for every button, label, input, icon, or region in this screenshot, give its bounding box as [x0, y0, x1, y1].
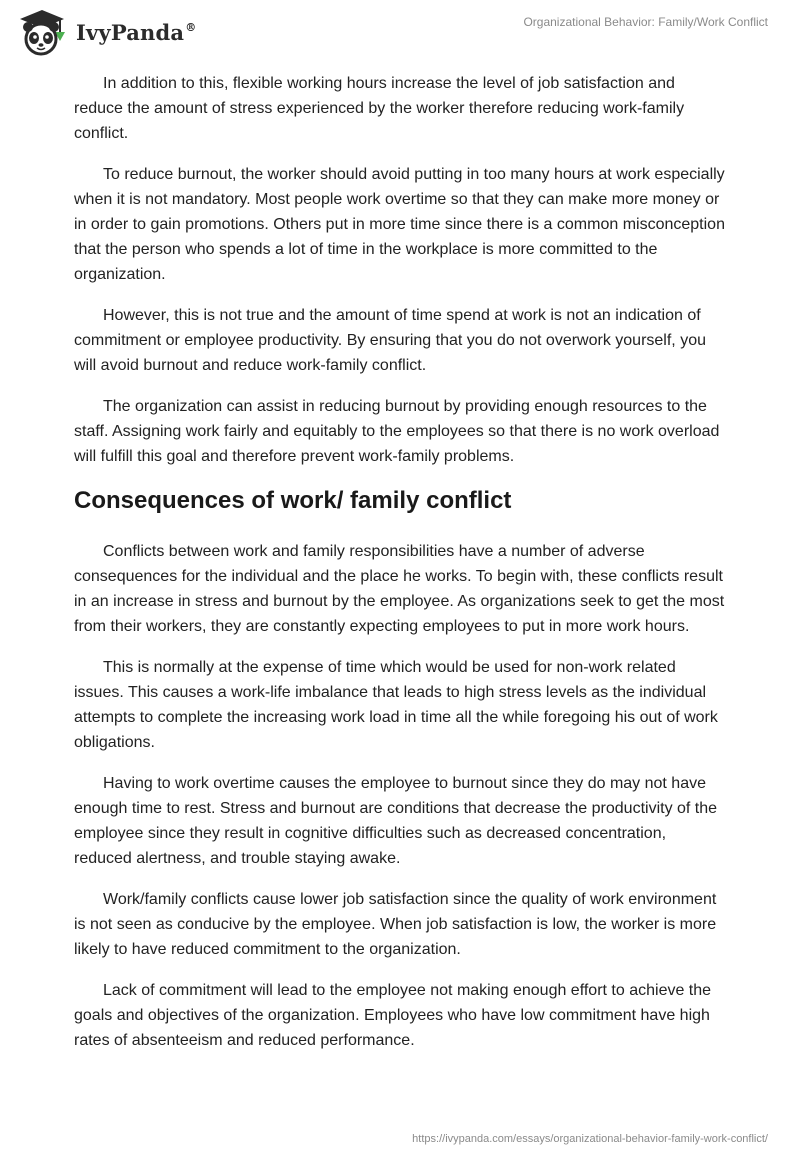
page-header — [0, 0, 800, 62]
paragraph: Work/family conflicts cause lower job satisfaction since the quality of work environment is not seen as conducive by the employee. When job satisfaction is low, the worker is more likely to have reduced commitment to the organization. — [74, 891, 717, 958]
logo-text: IvyPanda — [76, 19, 185, 45]
paragraph: In addition to this, flexible working hours increase the level of job satisfaction and reduce the amount of stress experienced by the worker therefore reducing work-family conflict. — [74, 75, 685, 142]
document-title: Organizational Behavior: Family/Work Conflict — [523, 15, 768, 29]
paragraph: The organization can assist in reducing burnout by providing enough resources to the staff. Assigning work fairly and equitably to the employees so that there is no work overload will fulfill this goal and therefore prevent work-family problems. — [74, 398, 720, 465]
paragraph: To reduce burnout, the worker should avoid putting in too many hours at work especially when it is not mandatory. Most people work overtime so that they can make more money or in order to gain promotions. Others put in more time since there is a common misconception that the person who spends a lot of time in the workplace is more committed to the organization. — [74, 166, 725, 283]
paragraph: Having to work overtime causes the employee to burnout since they do may not have enough time to rest. Stress and burnout are conditions that decrease the productivity of the employee since they result in cognitive difficulties such as decreased concentration, reduced alertness, and trouble staying awake. — [74, 775, 718, 867]
section-heading: Consequences of work/ family conflict — [74, 487, 512, 514]
paragraph: Lack of commitment will lead to the employee not making enough effort to achieve the goals and objectives of the organization. Employees who have low commitment have high rates of absenteeism and reduced performance. — [74, 982, 712, 1049]
source-url-link[interactable]: https://ivypanda.com/essays/organizational-behavior-family-work-conflict/ — [412, 1133, 768, 1145]
ivypanda-logo[interactable] — [14, 8, 196, 56]
logo-wordmark — [76, 20, 196, 45]
registered-mark: ® — [185, 20, 197, 34]
essay-body — [74, 71, 726, 1069]
paragraph: Conflicts between work and family responsibilities have a number of adverse consequences for the individual and the place he works. To begin with, these conflicts result in an increase in stress and burnout by the employee. As organizations seek to get the most from their workers, they are constantly expecting employees to put in more work hours. — [74, 543, 725, 635]
paragraph: This is normally at the expense of time which would be used for non-work related issues. This causes a work-life imbalance that leads to high stress levels as the individual attempts to complete the increasing work load in time all the while foregoing his out of work obligations. — [74, 659, 718, 751]
paragraph: However, this is not true and the amount of time spend at work is not an indication of commitment or employee productivity. By ensuring that you do not overwork yourself, you will avoid burnout and reduce work-family conflict. — [74, 307, 706, 374]
panda-icon — [14, 8, 70, 56]
